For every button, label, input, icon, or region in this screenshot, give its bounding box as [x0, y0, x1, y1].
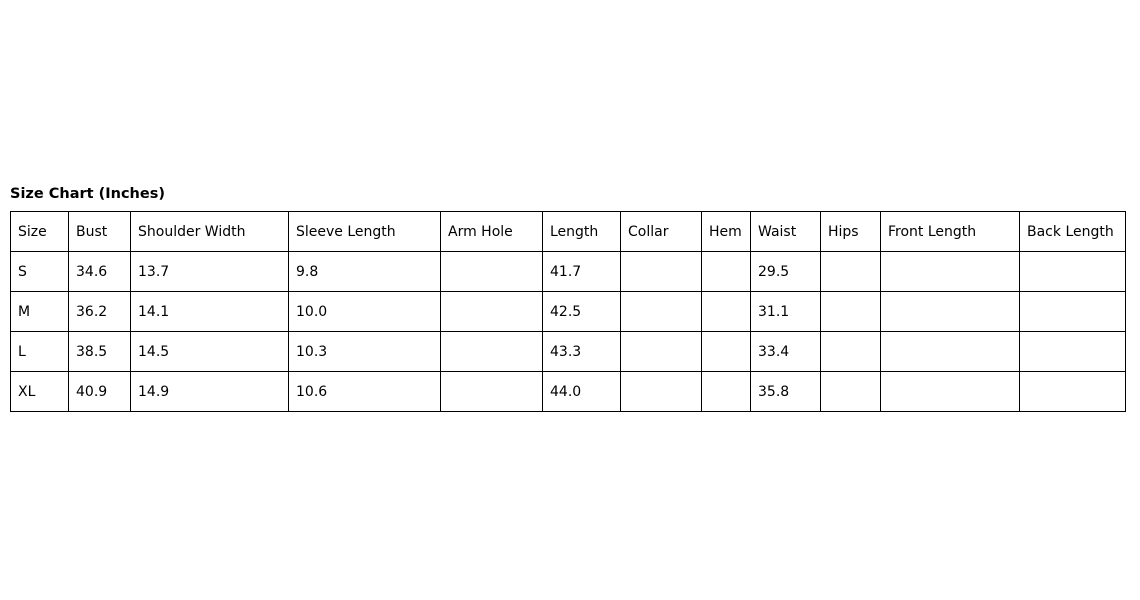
table-cell: L [11, 332, 69, 372]
table-cell [702, 292, 751, 332]
table-cell [621, 252, 702, 292]
table-row [11, 332, 1126, 372]
table-cell: 38.5 [69, 332, 131, 372]
table-cell: 44.0 [543, 372, 621, 412]
table-cell: 13.7 [131, 252, 289, 292]
table-cell: S [11, 252, 69, 292]
table-cell: 36.2 [69, 292, 131, 332]
size-table-body [11, 252, 1126, 412]
table-cell [1020, 292, 1126, 332]
table-cell [621, 292, 702, 332]
column-header-length: Length [543, 212, 621, 252]
table-cell: 33.4 [751, 332, 821, 372]
column-header-shoulder-width: Shoulder Width [131, 212, 289, 252]
table-cell [881, 372, 1020, 412]
table-cell: 29.5 [751, 252, 821, 292]
table-cell [441, 292, 543, 332]
table-cell: 42.5 [543, 292, 621, 332]
table-cell [1020, 252, 1126, 292]
size-chart-section [10, 186, 1126, 412]
table-cell [621, 332, 702, 372]
table-cell: 10.0 [289, 292, 441, 332]
table-cell [1020, 372, 1126, 412]
table-cell [881, 332, 1020, 372]
table-cell [821, 292, 881, 332]
column-header-waist: Waist [751, 212, 821, 252]
table-cell: 34.6 [69, 252, 131, 292]
table-cell: 35.8 [751, 372, 821, 412]
table-row [11, 252, 1126, 292]
table-cell [821, 372, 881, 412]
size-table-header-row [11, 212, 1126, 252]
table-cell [441, 252, 543, 292]
table-cell: XL [11, 372, 69, 412]
table-cell [821, 252, 881, 292]
table-cell: 14.9 [131, 372, 289, 412]
table-cell [821, 332, 881, 372]
size-chart-title: Size Chart (Inches) [10, 186, 165, 202]
table-cell: 9.8 [289, 252, 441, 292]
table-cell [702, 372, 751, 412]
table-cell: M [11, 292, 69, 332]
table-cell [621, 372, 702, 412]
table-cell: 14.5 [131, 332, 289, 372]
column-header-back-length: Back Length [1020, 212, 1126, 252]
column-header-hips: Hips [821, 212, 881, 252]
table-cell: 41.7 [543, 252, 621, 292]
table-cell [441, 332, 543, 372]
size-chart-table [10, 211, 1126, 412]
table-row [11, 292, 1126, 332]
column-header-size: Size [11, 212, 69, 252]
table-cell [702, 332, 751, 372]
table-cell: 43.3 [543, 332, 621, 372]
column-header-collar: Collar [621, 212, 702, 252]
table-cell: 31.1 [751, 292, 821, 332]
table-cell [702, 252, 751, 292]
table-cell: 40.9 [69, 372, 131, 412]
column-header-hem: Hem [702, 212, 751, 252]
column-header-front-length: Front Length [881, 212, 1020, 252]
table-cell [881, 252, 1020, 292]
table-cell [441, 372, 543, 412]
table-cell [881, 292, 1020, 332]
table-cell: 10.6 [289, 372, 441, 412]
column-header-bust: Bust [69, 212, 131, 252]
column-header-sleeve-length: Sleeve Length [289, 212, 441, 252]
column-header-arm-hole: Arm Hole [441, 212, 543, 252]
table-cell: 10.3 [289, 332, 441, 372]
table-cell: 14.1 [131, 292, 289, 332]
table-cell [1020, 332, 1126, 372]
table-row [11, 372, 1126, 412]
